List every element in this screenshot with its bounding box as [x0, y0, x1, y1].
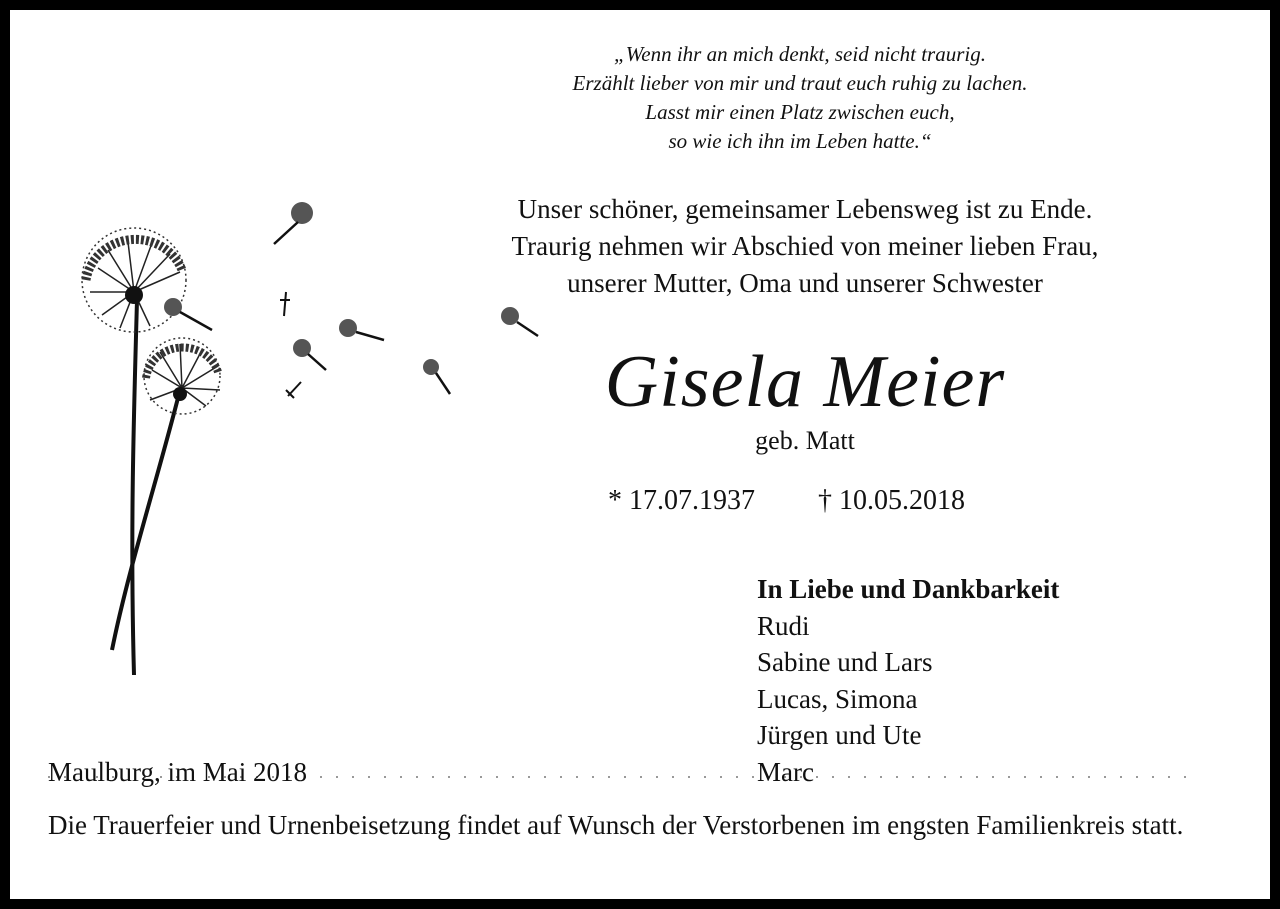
- dandelion-seed-icon: [274, 202, 313, 244]
- dandelion-stem: [132, 300, 137, 675]
- farewell-text: [430, 191, 1180, 302]
- dandelion-seed-icon: [293, 339, 326, 370]
- birth-date: * 17.07.1937: [608, 485, 755, 516]
- obituary-card: [10, 10, 1270, 899]
- memorial-motto: [450, 40, 1150, 156]
- dandelion-icon: [144, 338, 220, 414]
- mourner-name: Rudi: [757, 610, 810, 641]
- mourner-name: Lucas, Simona: [757, 683, 918, 714]
- dandelion-icon: [82, 228, 186, 332]
- mourner-name: Sabine und Lars: [757, 647, 933, 677]
- motto-line: „Wenn ihr an mich denkt, seid nicht traurig.: [614, 42, 986, 66]
- dandelion-seed-icon: [286, 382, 301, 398]
- place-date: Maulburg, im Mai 2018: [48, 757, 307, 787]
- motto-line: Erzählt lieber von mir und traut euch ruhig zu lachen.: [572, 71, 1028, 95]
- mourner-name: Marc: [757, 756, 814, 787]
- funeral-note: Die Trauerfeier und Urnenbeisetzung findet auf Wunsch der Verstorbenen im engsten Familienkreis statt.: [48, 810, 1184, 840]
- dandelion-seed-icon: [423, 359, 450, 394]
- dandelion-seed-icon: [339, 319, 384, 340]
- birth-name: geb. Matt: [755, 426, 855, 455]
- mourners-list: [757, 571, 1257, 790]
- dandelion-seed-icon: [280, 292, 290, 316]
- deceased-name: Gisela Meier: [604, 341, 1006, 423]
- dandelion-seed-icon: [164, 298, 212, 330]
- dandelion-seed-icon: [501, 307, 538, 336]
- motto-line: so wie ich ihn im Leben hatte.“: [668, 129, 932, 153]
- mourner-name: Jürgen und Ute: [757, 720, 922, 750]
- farewell-line: Traurig nehmen wir Abschied von meiner lieben Frau,: [511, 231, 1099, 261]
- farewell-line: Unser schöner, gemeinsamer Lebensweg ist zu Ende.: [517, 194, 1093, 224]
- dandelion-stem: [112, 390, 180, 650]
- mourners-heading: In Liebe und Dankbarkeit: [757, 574, 1060, 604]
- life-dates: [608, 482, 1028, 520]
- death-date: † 10.05.2018: [818, 485, 965, 516]
- motto-line: Lasst mir einen Platz zwischen euch,: [645, 100, 955, 124]
- farewell-line: unserer Mutter, Oma und unserer Schwester: [567, 268, 1043, 298]
